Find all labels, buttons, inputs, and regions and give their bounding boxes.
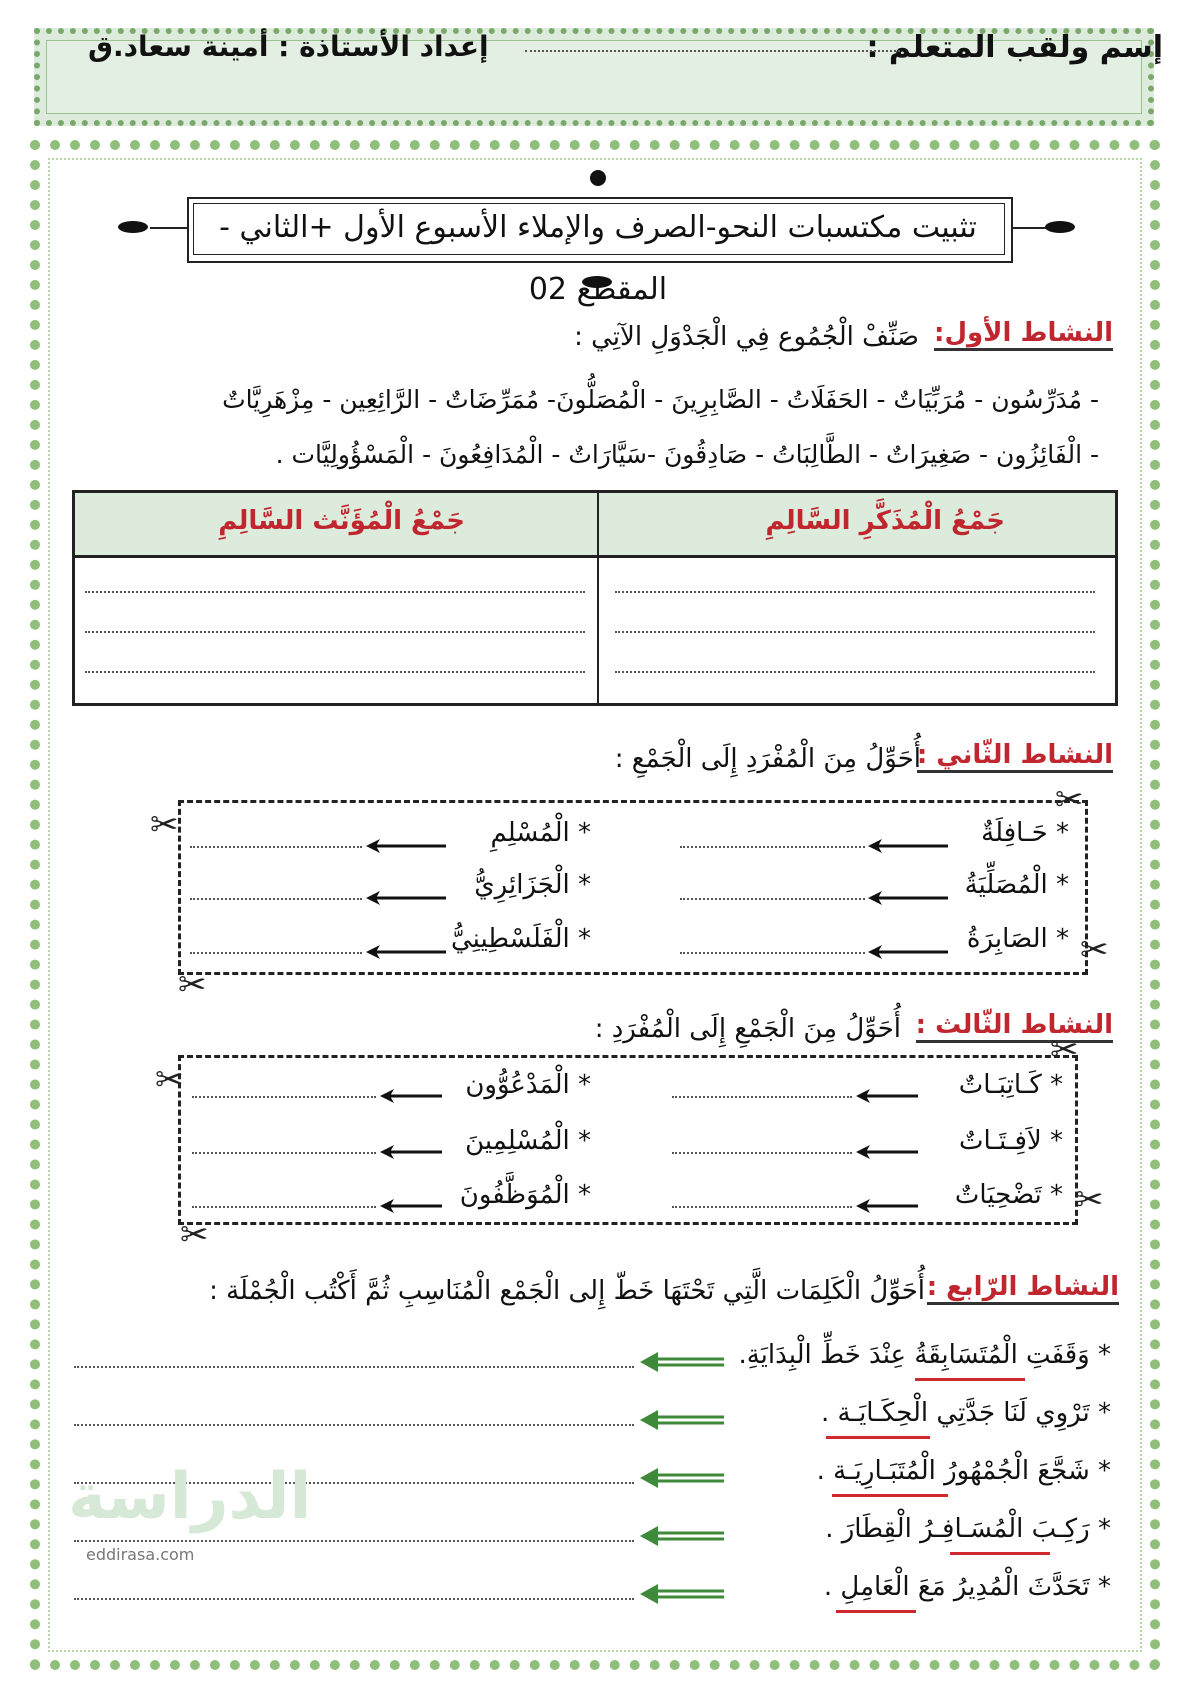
table-divider: [597, 493, 599, 703]
a3-right-item: * تَضْحِيَاتٌ: [954, 1180, 1063, 1210]
watermark-logo: الدراسة: [68, 1460, 312, 1534]
underline-mark: [915, 1378, 1025, 1381]
arrow-left-icon: [868, 944, 948, 963]
a3-left-item: * الْمُوَظَّفُونَ: [459, 1180, 591, 1210]
arrow-left-green-icon: [640, 1468, 724, 1492]
a2-left-item: * الْمُسْلِمِ: [490, 818, 591, 848]
answer-line[interactable]: [190, 952, 362, 954]
page-title: تثبيت مكتسبات النحو-الصرف والإملاء الأسبوع الأول +الثاني - المقطع 02: [219, 210, 977, 307]
a2-left-item: * الْجَزَائِرِيُّ: [474, 870, 591, 900]
arrow-left-icon: [380, 1088, 442, 1107]
scissors-icon: ✂: [1050, 1030, 1079, 1070]
arrow-left-green-icon: [640, 1352, 724, 1376]
answer-line[interactable]: [74, 1366, 634, 1368]
arrow-left-icon: [856, 1144, 918, 1163]
answer-line[interactable]: [672, 1206, 852, 1208]
activity3-box: [178, 1055, 1078, 1225]
arrow-left-icon: [380, 1198, 442, 1217]
ornament-top: [590, 170, 606, 186]
answer-line[interactable]: [192, 1206, 376, 1208]
answer-line[interactable]: [680, 898, 865, 900]
underline-mark: [832, 1494, 948, 1497]
scissors-icon: ✂: [178, 965, 207, 1005]
activity4-instruction: أُحَوِّلُ الْكَلِمَات الَّتِي تَحْتَهَا خَطّ إِلى الْجَمْع الْمُنَاسِبِ ثُمَّ أَكْتُب الْجُمْلَة :: [209, 1276, 925, 1306]
ornament-dot-left: [118, 221, 148, 233]
arrow-left-icon: [366, 944, 446, 963]
answer-line[interactable]: [192, 1152, 376, 1154]
sentence-5: * تَحَدَّثَ الْمُدِيرُ مَعَ الْعَامِلِ .: [823, 1572, 1111, 1602]
sentence-4: * رَكِـبَ الْمُسَـافِـرُ الْقِطَارَ .: [825, 1514, 1111, 1544]
sentence-3: * شَجَّعَ الْجُمْهُورُ الْمُتَبَـارِيَـة .: [816, 1456, 1111, 1486]
masc-answer-line[interactable]: [615, 671, 1095, 673]
answer-line[interactable]: [192, 1096, 376, 1098]
activity2-box: [178, 800, 1088, 975]
scissors-icon: ✂: [150, 805, 179, 845]
arrow-left-icon: [856, 1198, 918, 1217]
scissors-icon: ✂: [1075, 1180, 1104, 1220]
fem-answer-line[interactable]: [85, 671, 585, 673]
masc-answer-line[interactable]: [615, 631, 1095, 633]
words-line-1: - مُدَرِّسُون - مُرَبِّيَاتٌ - الحَفَلَاتُ - الصَّابِرِينَ - الْمُصَلُّونَ- مُمَرِّضَاتٌ - الرَّائِعِين - مِزْهَرِيَّاتٌ: [222, 385, 1099, 414]
title-ornament-right: [1007, 227, 1047, 229]
answer-line[interactable]: [672, 1152, 852, 1154]
a3-right-item: * كَـاتِبَـاتٌ: [958, 1070, 1063, 1100]
answer-line[interactable]: [680, 952, 865, 954]
a2-right-item: * الصَابِرَةُ: [966, 924, 1069, 954]
underline-mark: [950, 1552, 1050, 1555]
answer-line[interactable]: [190, 898, 362, 900]
answer-line[interactable]: [74, 1598, 634, 1600]
student-name-field[interactable]: [525, 50, 900, 52]
answer-line[interactable]: [74, 1540, 634, 1542]
answer-line[interactable]: [74, 1424, 634, 1426]
answer-line[interactable]: [190, 846, 362, 848]
scissors-icon: ✂: [1080, 930, 1109, 970]
col-header-fem: جَمْعُ الْمُؤَنَّث السَّالِمِ: [218, 506, 465, 536]
sentence-2: * تَرْوِي لَنَا جَدَّتِي الْحِكَـايَـة .: [820, 1398, 1111, 1428]
a3-right-item: * لاَفِـتَـاتٌ: [959, 1126, 1063, 1156]
author-label: إعداد الأستاذة : أمينة سعاد.ق: [88, 30, 489, 63]
scissors-icon: ✂: [1055, 780, 1084, 820]
activity1-instruction: صَنِّفْ الْجُمُوع فِي الْجَدْوَلِ الآتِي :: [574, 322, 919, 352]
a2-left-item: * الْفَلَسْطِينِيُّ: [450, 924, 591, 954]
a3-left-item: * الْمُسْلِمِينَ: [465, 1126, 591, 1156]
title-ornament-left: [150, 227, 190, 229]
watermark-site: eddirasa.com: [86, 1545, 195, 1564]
answer-line[interactable]: [672, 1096, 852, 1098]
student-name-label: إسم ولقب المتعلم :: [866, 30, 1163, 65]
arrow-left-icon: [868, 890, 948, 909]
answer-line[interactable]: [680, 846, 865, 848]
a2-right-item: * حَـافِلَةٌ: [981, 818, 1069, 848]
arrow-left-green-icon: [640, 1410, 724, 1434]
arrow-left-icon: [366, 838, 446, 857]
arrow-left-icon: [868, 838, 948, 857]
activity1-label: النشاط الأول:: [934, 318, 1113, 351]
masc-answer-line[interactable]: [615, 591, 1095, 593]
activity2-instruction: أُحَوِّلُ مِنَ الْمُفْرَدِ إِلَى الْجَمْعِ :: [614, 744, 921, 774]
a3-left-item: * الْمَدْعُوُّون: [465, 1070, 591, 1100]
scissors-icon: ✂: [155, 1060, 184, 1100]
sentence-1: * وَقَفَتِ الْمُتَسَابِقَةُ عِنْدَ خَطِّ الْبِدَايَةِ.: [738, 1340, 1111, 1370]
underline-mark: [826, 1436, 930, 1439]
activity3-label: النشاط الثّالث :: [916, 1010, 1113, 1043]
fem-answer-line[interactable]: [85, 591, 585, 593]
activity4-label: النشاط الرّابع :: [927, 1272, 1119, 1305]
ornament-dot-right: [1045, 221, 1075, 233]
activity2-label: النشاط الثّاني :: [917, 740, 1113, 773]
words-line-2: - الْفَائِزُون - صَغِيرَاتٌ - الطَّالِبَاتُ - صَادِقُونَ -سَيَّارَاتٌ - الْمُدَافِعُونَ - الْمَسْؤُولِيَّات .: [275, 440, 1099, 469]
underline-mark: [836, 1610, 916, 1613]
arrow-left-icon: [856, 1088, 918, 1107]
classification-table: [72, 490, 1118, 706]
col-header-masc: جَمْعُ الْمُذَكَّرِ السَّالِمِ: [765, 506, 1005, 536]
activity3-instruction: أُحَوِّلُ مِنَ الْجَمْعِ إِلَى الْمُفْرَدِ :: [594, 1014, 901, 1044]
arrow-left-icon: [366, 890, 446, 909]
scissors-icon: ✂: [180, 1215, 209, 1255]
arrow-left-icon: [380, 1144, 442, 1163]
fem-answer-line[interactable]: [85, 631, 585, 633]
a2-right-item: * الْمُصَلِّيَةُ: [964, 870, 1069, 900]
arrow-left-green-icon: [640, 1584, 724, 1608]
arrow-left-green-icon: [640, 1526, 724, 1550]
